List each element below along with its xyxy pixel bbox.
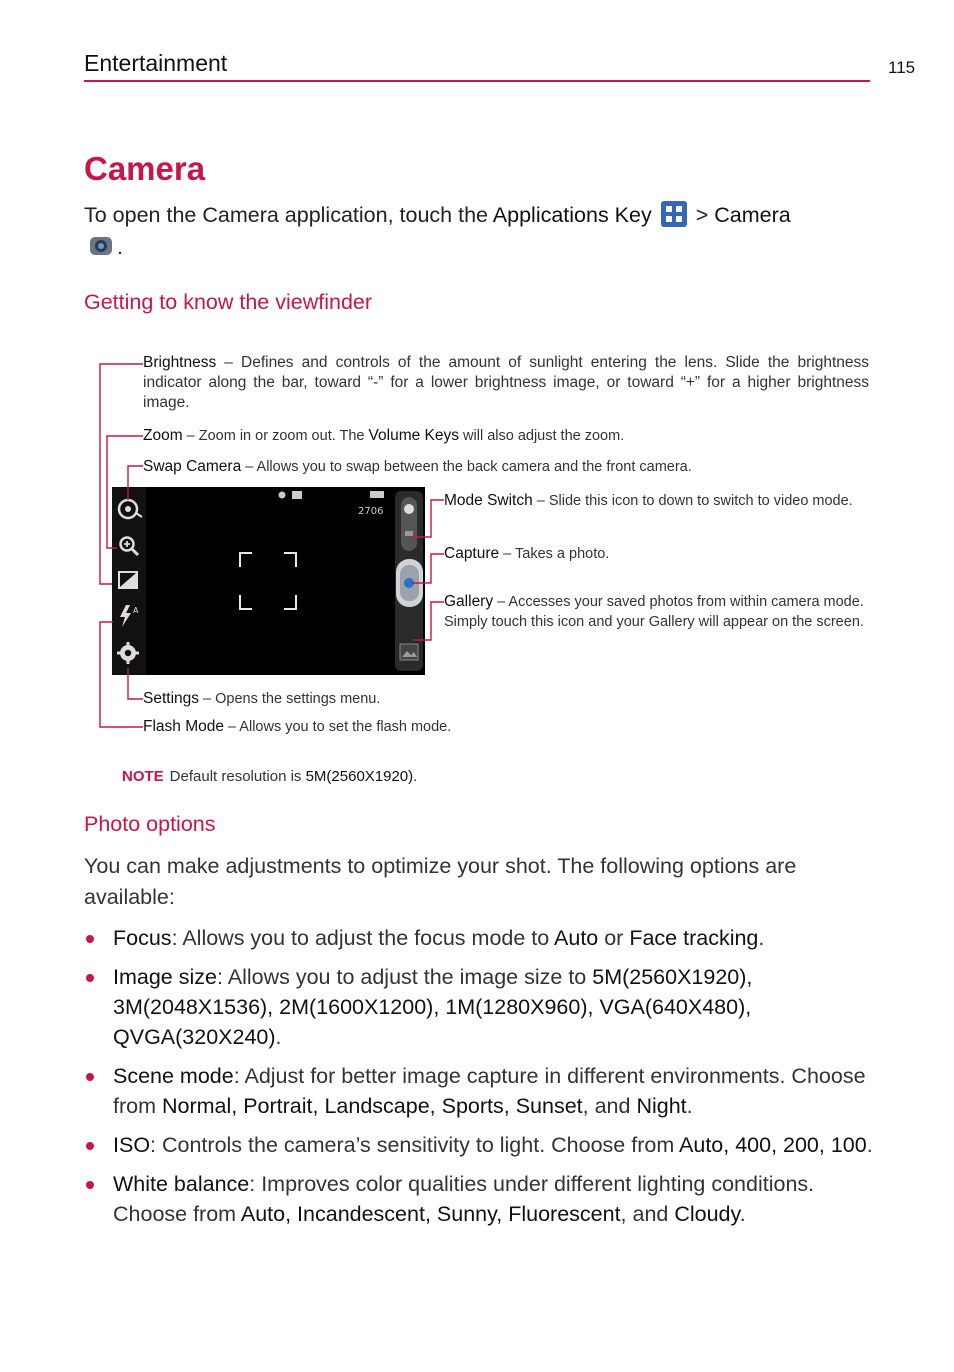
mode-switch-label: Mode Switch bbox=[444, 492, 533, 509]
intro-text: To open the Camera application, touch the bbox=[84, 203, 493, 227]
option-text: : Improves color qualities under different lighting conditions. Choose from bbox=[113, 1172, 815, 1226]
brightness-label: Brightness bbox=[143, 354, 217, 371]
capture-button-icon bbox=[396, 559, 423, 607]
settings-text: – Opens the settings menu. bbox=[199, 691, 381, 707]
swap-camera-description bbox=[143, 457, 863, 477]
option-value: Night bbox=[636, 1094, 687, 1118]
option-text: : Allows you to adjust the focus mode to bbox=[171, 926, 555, 950]
applications-key-label: Applications Key bbox=[492, 203, 652, 227]
brightness-description bbox=[143, 353, 869, 413]
capture-description bbox=[444, 544, 864, 564]
mode-switch-text: – Slide this icon to down to switch to video mode. bbox=[532, 493, 853, 509]
capture-text: – Takes a photo. bbox=[499, 546, 610, 562]
list-item bbox=[84, 1130, 884, 1160]
flash-mode-description bbox=[143, 717, 643, 737]
list-item bbox=[84, 1061, 884, 1121]
photo-options-intro: You can make adjustments to optimize your shot. The following options are available: bbox=[84, 854, 797, 909]
option-text: , and bbox=[582, 1094, 637, 1118]
note-value: 5M(2560X1920) bbox=[305, 768, 414, 785]
bullet-dot bbox=[86, 1073, 94, 1081]
list-item bbox=[84, 962, 884, 1052]
note-text: Default resolution is bbox=[169, 768, 306, 785]
status-icons bbox=[279, 491, 385, 499]
option-value: Auto bbox=[554, 926, 599, 950]
option-name: Image size bbox=[113, 965, 217, 989]
flash-mode-label: Flash Mode bbox=[143, 718, 224, 735]
svg-text:A: A bbox=[133, 606, 139, 615]
section-title: Entertainment bbox=[84, 50, 228, 76]
swap-camera-text: – Allows you to swap between the back camera and the front camera. bbox=[241, 459, 692, 475]
brightness-text: – Defines and controls of the amount of sunlight entering the lens. Slide the brightness indicator along the bar, toward “-” for a lower brightness image, or toward “+” for a higher brightness image. bbox=[143, 354, 869, 411]
viewfinder-heading: Getting to know the viewfinder bbox=[84, 290, 373, 314]
settings-description bbox=[143, 689, 643, 709]
bullet-dot bbox=[86, 1142, 94, 1150]
viewfinder-screenshot bbox=[112, 487, 425, 675]
option-value: Cloudy bbox=[674, 1202, 740, 1226]
option-text: : Allows you to adjust the image size to bbox=[216, 965, 593, 989]
note-end: . bbox=[413, 768, 418, 785]
resolution-note bbox=[122, 768, 417, 785]
option-text: , and bbox=[620, 1202, 675, 1226]
option-value: 5M(2560X1920), 3M(2048X1536), 2M(1600X1200), 1M(1280X960), VGA(640X480), QVGA(320X240) bbox=[113, 965, 753, 1049]
page-number: 115 bbox=[888, 58, 916, 77]
focus-frame bbox=[240, 553, 296, 609]
header-rule bbox=[84, 80, 870, 82]
gallery-text: – Accesses your saved photos from within camera mode. Simply touch this icon and your Gallery will appear on the screen. bbox=[444, 594, 864, 630]
intro-separator: > bbox=[689, 203, 715, 227]
option-name: White balance bbox=[113, 1172, 250, 1196]
photo-options-heading: Photo options bbox=[84, 812, 216, 836]
option-name: Scene mode bbox=[113, 1064, 234, 1088]
settings-label: Settings bbox=[143, 690, 200, 707]
option-value: Auto, Incandescent, Sunny, Fluorescent bbox=[240, 1202, 621, 1226]
zoom-description bbox=[143, 426, 863, 446]
option-text: . bbox=[275, 1025, 282, 1049]
page-title: Camera bbox=[84, 150, 206, 187]
zoom-text-2: will also adjust the zoom. bbox=[459, 428, 625, 444]
option-text: . bbox=[866, 1133, 873, 1157]
camera-app-icon bbox=[88, 233, 114, 259]
bullet-dot bbox=[86, 974, 94, 982]
option-value: Normal, Portrait, Landscape, Sports, Sunset bbox=[161, 1094, 583, 1118]
mode-switch-icon bbox=[401, 497, 417, 551]
viewfinder-graphic bbox=[112, 487, 425, 675]
swap-camera-label: Swap Camera bbox=[143, 458, 242, 475]
option-value: Auto, 400, 200, 100 bbox=[679, 1133, 867, 1157]
option-name: Focus bbox=[113, 926, 172, 950]
camera-label: Camera bbox=[714, 203, 791, 227]
zoom-label: Zoom bbox=[143, 427, 183, 444]
volume-keys-label: Volume Keys bbox=[368, 427, 459, 444]
bullet-dot bbox=[86, 1181, 94, 1189]
note-tag: NOTE bbox=[122, 768, 164, 785]
shots-remaining-counter: 2706 bbox=[358, 506, 384, 517]
gallery-label: Gallery bbox=[444, 593, 494, 610]
option-text: . bbox=[758, 926, 765, 950]
mode-switch-description bbox=[444, 491, 864, 511]
gallery-description bbox=[444, 592, 869, 632]
list-item bbox=[84, 1169, 884, 1229]
option-value: Face tracking bbox=[629, 926, 759, 950]
zoom-text-1: – Zoom in or zoom out. The bbox=[182, 428, 369, 444]
intro-paragraph bbox=[84, 199, 874, 263]
option-text: or bbox=[598, 926, 630, 950]
option-text: . bbox=[739, 1202, 746, 1226]
capture-label: Capture bbox=[444, 545, 500, 562]
list-item bbox=[84, 923, 884, 953]
option-text: . bbox=[686, 1094, 693, 1118]
applications-key-icon bbox=[661, 201, 687, 227]
option-text: : Controls the camera’s sensitivity to light. Choose from bbox=[150, 1133, 680, 1157]
intro-end: . bbox=[117, 235, 123, 259]
option-text: : Adjust for better image capture in different environments. Choose from bbox=[113, 1064, 866, 1118]
option-name: ISO bbox=[113, 1133, 151, 1157]
gallery-icon bbox=[400, 644, 418, 660]
photo-options-list bbox=[84, 923, 884, 1238]
flash-mode-text: – Allows you to set the flash mode. bbox=[223, 719, 452, 735]
bullet-dot bbox=[86, 935, 94, 943]
